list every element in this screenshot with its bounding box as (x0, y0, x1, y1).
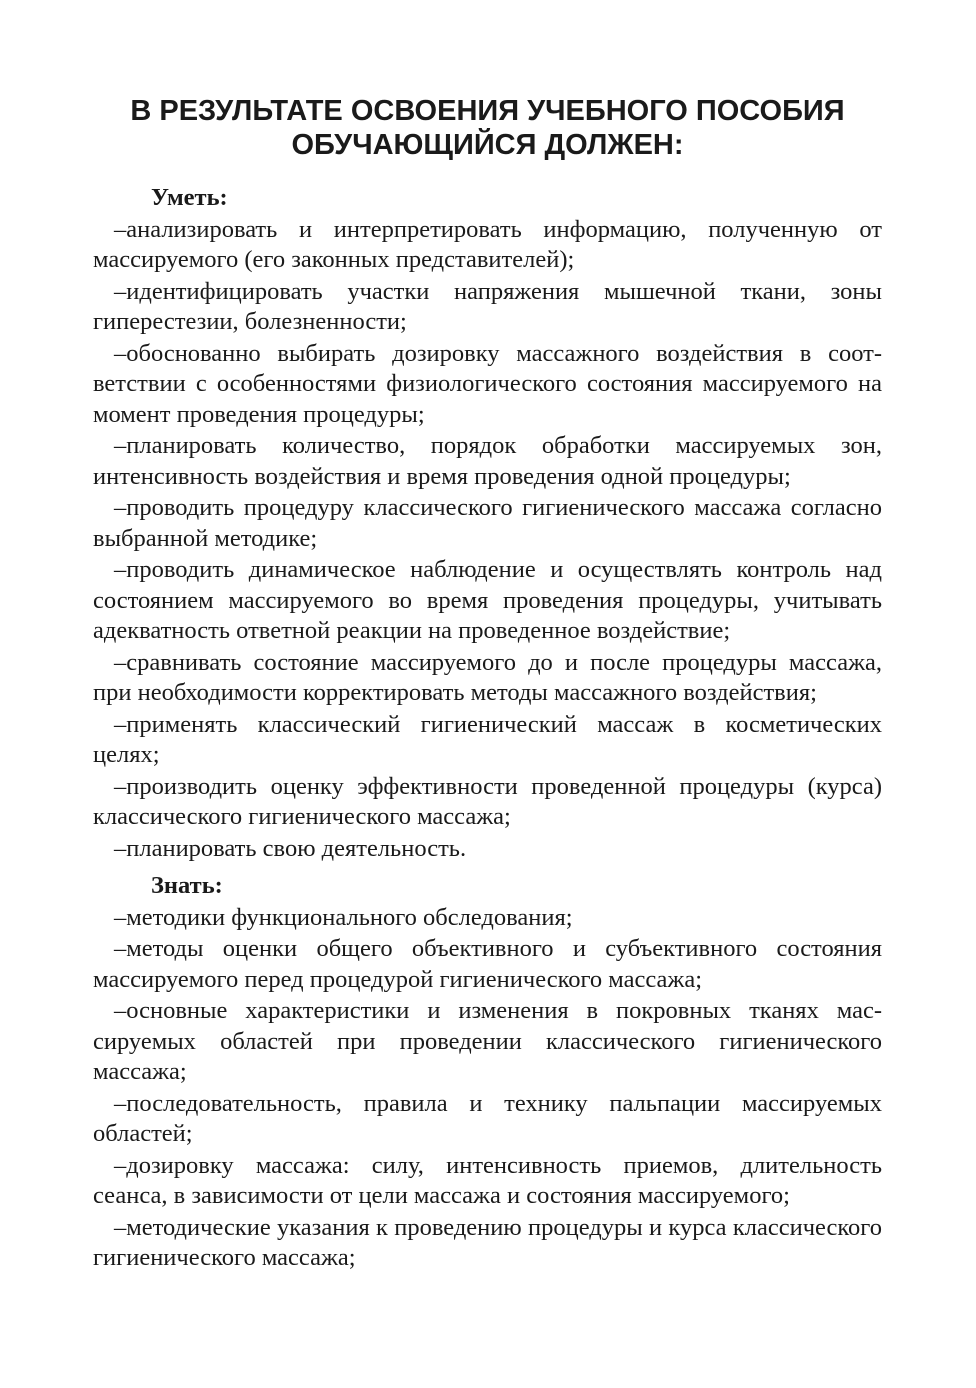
knowledge-item: –дозировку массажа: силу, интенсивность приемов, длительность сеанса, в зависимости от цели массажа и состояния массируемого; (93, 1151, 882, 1209)
knowledge-heading: Знать: (151, 872, 223, 899)
skills-item: –производить оценку эффективности проведенной процедуры (курса) классического гигиенического массажа; (93, 772, 882, 830)
skills-item: –применять классический гигиенический массаж в косметических целях; (93, 710, 882, 768)
skills-list (93, 215, 882, 865)
skills-item: –проводить процедуру классического гигиенического массажа согласно выбранной методике; (93, 494, 882, 552)
knowledge-list (93, 903, 882, 1274)
page-title-line-2: ОБУЧАЮЩИЙСЯ ДОЛЖЕН: (291, 129, 684, 161)
knowledge-item: –последовательность, правила и технику пальпации массируемых областей; (93, 1089, 882, 1147)
page-title-line-1: В РЕЗУЛЬТАТЕ ОСВОЕНИЯ УЧЕБНОГО ПОСОБИЯ (130, 95, 845, 127)
knowledge-item: –основные характеристики и изменения в покровных тканях массируемых областей при проведении классического гигиенического массажа; (93, 997, 882, 1085)
skills-section (93, 183, 882, 864)
skills-item: –идентифицировать участки напряжения мышечной ткани, зоны гиперестезии, болезненности; (93, 277, 882, 335)
skills-heading: Уметь: (151, 184, 228, 211)
knowledge-item: –методики функционального обследования; (114, 903, 573, 931)
knowledge-item: –методические указания к проведению процедуры и курса классического гигиенического массажа; (93, 1213, 882, 1271)
knowledge-item: –методы оценки общего объективного и субъективного состояния массируемого перед процедурой гигиенического массажа; (93, 935, 882, 993)
skills-item: –планировать количество, порядок обработки массируемых зон, интенсивность воздействия и время проведения одной процедуры; (93, 432, 882, 490)
page-title (93, 94, 882, 162)
skills-item: –анализировать и интерпретировать информацию, полученную от массируемого (его законных представителей); (93, 215, 882, 273)
skills-item: –планировать свою деятельность. (114, 834, 467, 862)
skills-item: –проводить динамическое наблюдение и осуществлять контроль над состоянием массируемого во время проведения процедуры, учитывать адекватность ответной реакции на проведенное воздействие; (93, 556, 882, 644)
skills-item: –обоснованно выбирать дозировку массажного воздействия в соответствии с особенностями физиологического состояния массируемого на момент проведения процедуры; (93, 339, 882, 428)
document-page (93, 94, 882, 1275)
skills-item: –сравнивать состояние массируемого до и после процедуры массажа, при необходимости корректировать методы массажного воздействия; (93, 648, 882, 706)
knowledge-section (93, 871, 882, 1274)
